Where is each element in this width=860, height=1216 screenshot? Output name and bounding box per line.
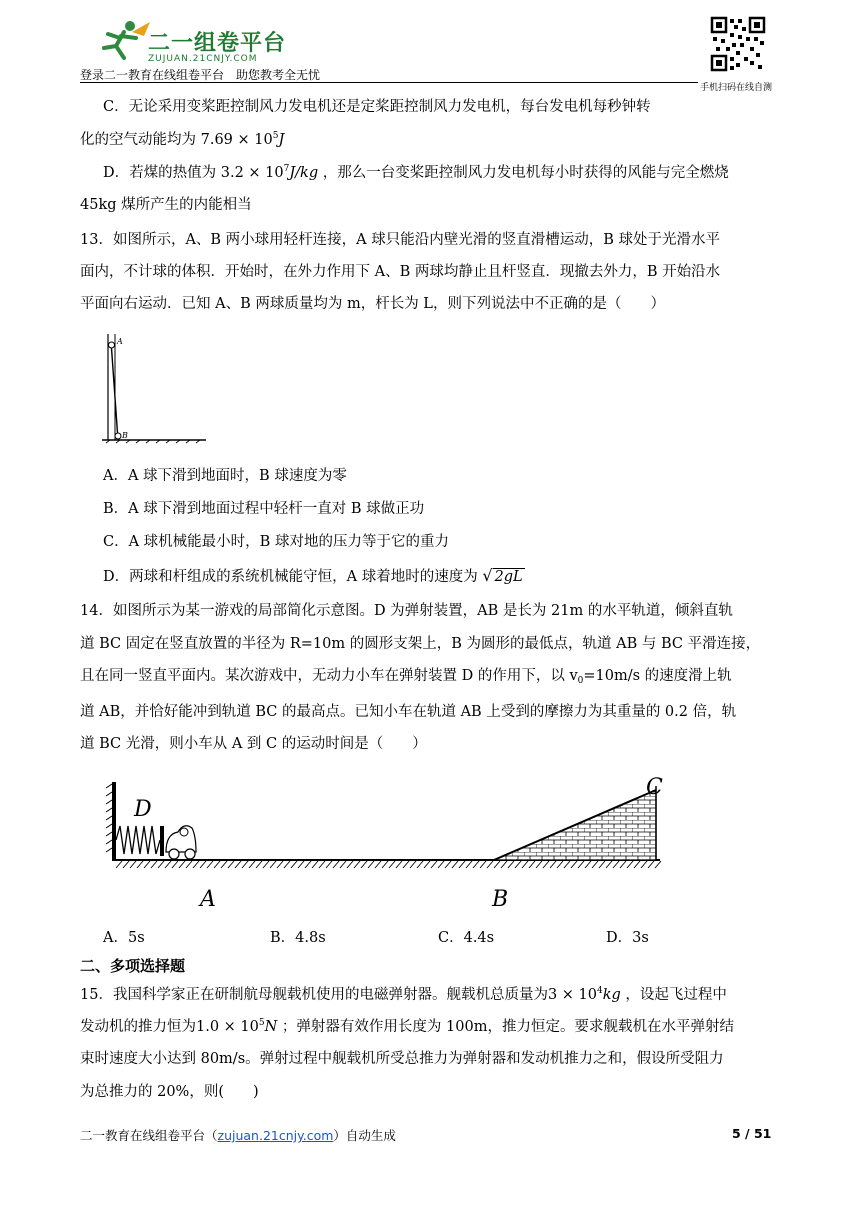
q14-option-a: A．5s	[103, 930, 145, 946]
logo-url: ZUJUAN.21CNJY.COM	[148, 54, 258, 64]
q13-option-a: A．A 球下滑到地面时，B 球速度为零	[103, 468, 347, 484]
q13-option-c: C．A 球机械能最小时，B 球对地的压力等于它的重力	[103, 534, 449, 550]
footer-source: 二一教育在线组卷平台（zujuan.21cnjy.com）自动生成	[80, 1128, 396, 1143]
q15-stem-line2: 发动机的推力恒为$1.0 \times 10^5N$ ；弹射器有效作用长度为 100m，推力恒定。要求舰载机在水平弹射结	[80, 1018, 734, 1035]
q15-stem-line3: 束时速度大小达到 80m/s。弹射过程中舰载机所受总推力为弹射器和发动机推力之和，假设所受阻力	[80, 1051, 724, 1067]
runner-logo-icon	[94, 18, 154, 64]
q13-option-b: B．A 球下滑到地面过程中轻杆一直对 B 球做正功	[103, 501, 425, 517]
q13-figure	[98, 332, 210, 444]
logo-text: 二一组卷平台	[148, 31, 287, 56]
q14-option-d: D．3s	[606, 930, 649, 946]
car-icon	[166, 826, 196, 859]
q14-label-a: A	[200, 887, 216, 912]
q13-label-a: A	[117, 337, 123, 346]
section-title: 二、多项选择题	[80, 957, 186, 975]
q14-label-c: C	[646, 775, 663, 800]
header-rule	[80, 82, 698, 83]
q14-option-b: B．4.8s	[270, 930, 326, 946]
q14-figure	[104, 772, 670, 914]
q15-stem-line4: 为总推力的 20%，则( )	[80, 1084, 259, 1100]
q12-option-d-line2: 45kg 煤所产生的内能相当	[80, 197, 252, 213]
q14-stem-line3: 且在同一竖直平面内。某次游戏中，无动力小车在弹射装置 D 的作用下，以 $v_0=10m/s$ 的速度滑上轨	[80, 668, 732, 686]
header-slogan: 登录二一教育在线组卷平台 助您教考全无忧	[80, 68, 321, 82]
q14-stem-line2: 道 BC 固定在竖直放置的半径为 R=10m 的圆形支架上，B 为圆形的最低点，轨道 AB 与 BC 平滑连接，	[80, 636, 761, 652]
q13-stem-line3: 平面向右运动．已知 A、B 两球质量均为 m，杆长为 L，则下列说法中不正确的是（ ）	[80, 296, 665, 312]
q13-option-d: D．两球和杆组成的系统机械能守恒，A 球着地时的速度为 √ 2gL	[103, 566, 523, 585]
q15-stem-line1: 15．我国科学家正在研制航母舰载机使用的电磁弹射器。舰载机总质量为$3 \times 10^4kg$ ，设起飞过程中	[80, 986, 727, 1003]
q14-stem-line4: 道 AB，并恰好能冲到轨道 BC 的最高点。已知小车在轨道 AB 上受到的摩擦力为其重量的 0.2 倍，轨	[80, 704, 737, 720]
q12-option-c-line2: 化的空气动能均为 $7.69 \times 10^5J$	[80, 131, 285, 148]
footer-link[interactable]: zujuan.21cnjy.com	[217, 1128, 334, 1143]
q12-option-c-line1: C．无论采用变桨距控制风力发电机还是定桨距控制风力发电机，每台发电机每秒钟转	[103, 99, 651, 115]
q13-stem-line2: 面内，不计球的体积．开始时，在外力作用下 A、B 两球均静止且杆竖直．现撤去外力，B 开始沿水	[80, 264, 721, 280]
q14-stem-line5: 道 BC 光滑，则小车从 A 到 C 的运动时间是（ ）	[80, 736, 427, 752]
qr-code-icon[interactable]	[710, 16, 766, 72]
q13-label-b: B	[122, 431, 128, 440]
q14-label-b: B	[492, 887, 509, 912]
q14-label-d: D	[134, 797, 152, 822]
q12-option-d-line1: D．若煤的热值为 $3.2 \times 10^7J/kg$ ，那么一台变桨距控制风力发电机每小时获得的风能与完全燃烧	[103, 164, 729, 181]
q14-option-c: C．4.4s	[438, 930, 495, 946]
page-number: 5 / 51	[732, 1126, 772, 1141]
q14-stem-line1: 14．如图所示为某一游戏的局部简化示意图。D 为弹射装置，AB 是长为 21m 的水平轨道，倾斜直轨	[80, 603, 733, 619]
qr-caption: 手机扫码在线自测	[700, 83, 773, 93]
q13-stem-line1: 13．如图所示，A、B 两小球用轻杆连接，A 球只能沿内壁光滑的竖直滑槽运动，B 球处于光滑水平	[80, 232, 721, 248]
